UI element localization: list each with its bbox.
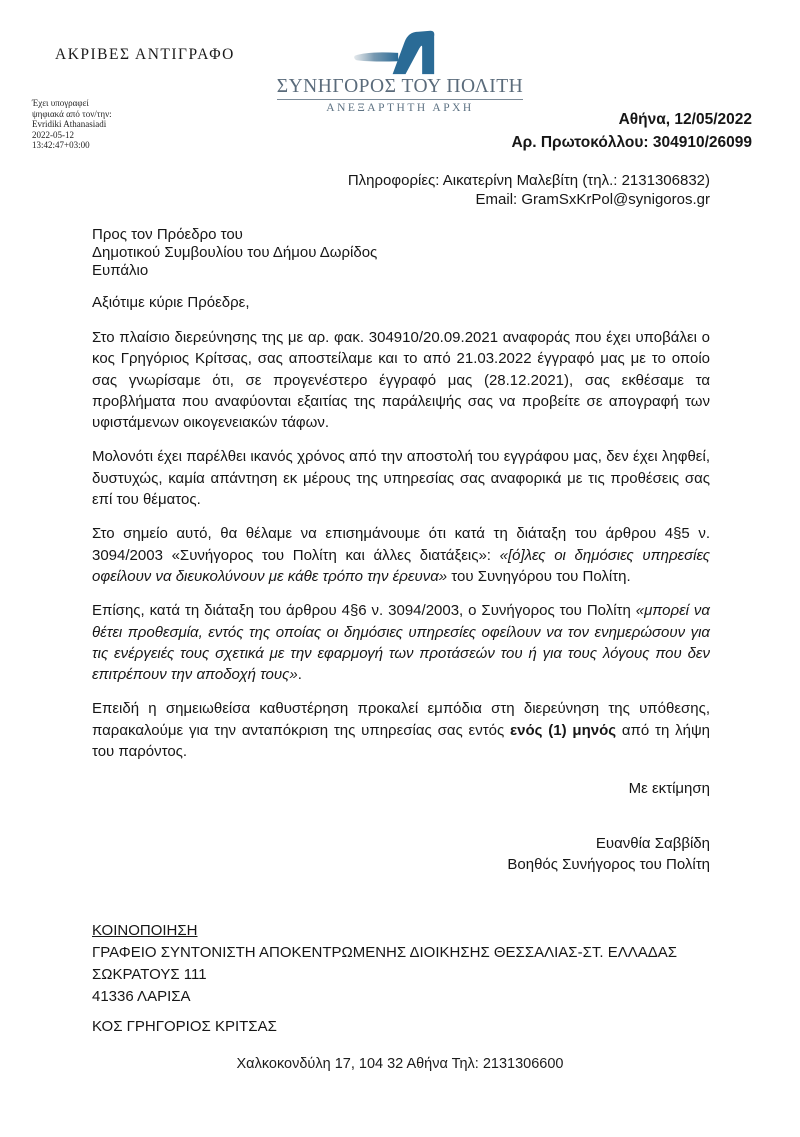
recipient-line: Δημοτικού Συμβουλίου του Δήμου Δωρίδος [92,244,378,261]
cc-line: ΣΩΚΡΑΤΟΥΣ 111 [92,966,207,984]
certified-copy-label: ΑΚΡΙΒΕΣ ΑΝΤΙΓΡΑΦΟ [55,46,235,63]
stamp-line: 2022-05-12 [32,129,74,140]
ombudsman-logo-mark-icon [348,28,452,76]
cc-heading: ΚΟΙΝΟΠΟΙΗΣΗ [92,922,198,940]
logo-subtitle: ΑΝΕΞΑΡΤΗΤΗ ΑΡΧΗ [326,102,474,114]
stamp-line: Έχει υπογραφεί [32,98,89,108]
ombudsman-logo [0,28,800,114]
cc-block [92,920,710,1038]
paragraph-4-text: . [297,666,302,684]
stamp-line: Evridiki Athanasiadi [32,119,107,129]
protocol-number: Αρ. Πρωτοκόλλου: 304910/26099 [511,134,752,151]
paragraph-1: Στο πλαίσιο διερεύνησης της με αρ. φακ. 304910/20.09.2021 αναφοράς που έχει υποβάλει ο κος Γρηγόριος Κρίτσας, σας αποστείλαμε και το από 21.03.2022 έγγραφό μας με το οποίο σας γνωρίσαμε ότι, σε προγενέστερο έγγραφό μας (28.12.2021), σας εκθέσαμε τα προβλήματα που αναφύονται εξαιτίας της παράλειψής σας να προβείτε σε απογραφή των υφιστάμενων οικογενειακών τάφων. [92,329,710,432]
paragraph-4-text: Επίσης, κατά τη διάταξη του άρθρου 4§6 ν. 3094/2003, ο Συνήγορος του Πολίτη [92,602,636,620]
stamp-line: ψηφιακά από τον/την: [32,108,112,119]
date-protocol-block [511,108,752,154]
logo-title: ΣΥΝΗΓΟΡΟΣ ΤΟΥ ΠΟΛΙΤΗ [277,76,524,100]
paragraph-2: Μολονότι έχει παρέλθει ικανός χρόνος από την αποστολή του εγγράφου μας, δεν έχει ληφθεί, δυστυχώς, καμία απάντηση εκ μέρους της υπηρεσίας σας αναφορικά με τις προθέσεις σας επί του θέματος. [92,448,710,509]
letter-body [92,226,710,1038]
recipient-line: Ευπάλιο [92,262,149,279]
paragraph-4 [92,600,710,685]
salutation: Αξιότιμε κύριε Πρόεδρε, [92,294,250,311]
closing-regards: Με εκτίμηση [628,780,710,798]
paragraph-4-quote: «μπορεί να θέτει προθεσμία, εντός της οποίας οι δημόσιες υπηρεσίες οφείλουν να τον ενημερώσουν για τις ενέργειές τους σχετικά με την εφαρμογή των προτάσεών του ή για τους λόγους που δεν επιτρέπουν την αποδοχή τους» [92,602,710,684]
contact-info-block [348,172,710,209]
email-line: Email: GramSxKrPol@synigoros.gr [475,190,710,208]
cc-person: ΚΟΣ ΓΡΗΓΟΡΙΟΣ ΚΡΙΤΣΑΣ [92,1018,277,1036]
footer-address: Χαλκοκονδύλη 17, 104 32 Αθήνα Τηλ: 2131306600 [236,1056,564,1072]
paragraph-3-text: του Συνηγόρου του Πολίτη. [447,567,631,585]
city-date: Αθήνα, 12/05/2022 [618,111,752,128]
recipient-line: Προς τον Πρόεδρο του [92,226,243,243]
paragraph-5 [92,698,710,762]
cc-line: ΓΡΑΦΕΙΟ ΣΥΝΤΟΝΙΣΤΗ ΑΠΟΚΕΝΤΡΩΜΕΝΗΣ ΔΙΟΙΚΗΣΗΣ ΘΕΣΣΑΛΙΑΣ-ΣΤ. ΕΛΛΑΔΑΣ [92,944,678,962]
paragraph-5-deadline: ενός (1) μηνός [510,721,617,739]
info-line: Πληροφορίες: Αικατερίνη Μαλεβίτη (τηλ.: 2131306832) [347,172,710,189]
stamp-line: 13:42:47+03:00 [32,140,90,150]
paragraph-5-text: Επειδή η σημειωθείσα καθυστέρηση προκαλεί εμπόδια στη διερεύνηση της υπόθεσης, παρακαλούμε για την ανταπόκριση της υπηρεσίας σας εντός [92,700,710,739]
paragraph-3-text: Στο σημείο αυτό, θα θέλαμε να επισημάνουμε ότι κατά τη διάταξη του άρθρου 4§5 ν. 3094/2003 «Συνήγορος του Πολίτη και άλλες διατάξεις»: [92,525,710,564]
signer-title: Βοηθός Συνήγορος του Πολίτη [507,856,710,874]
digital-signature-stamp [32,98,112,151]
recipient-block [92,226,710,280]
closing-block [92,779,710,874]
signer-name: Ευανθία Σαββίδη [595,835,710,853]
paragraph-3-quote: «[ό]λες οι δημόσιες υπηρεσίες οφείλουν να διευκολύνουν με κάθε τρόπο την έρευνα» [92,546,710,585]
paragraph-5-text: από τη λήψη του παρόντος. [92,721,711,761]
paragraph-3 [92,523,710,587]
cc-line: 41336 ΛΑΡΙΣΑ [92,988,191,1006]
